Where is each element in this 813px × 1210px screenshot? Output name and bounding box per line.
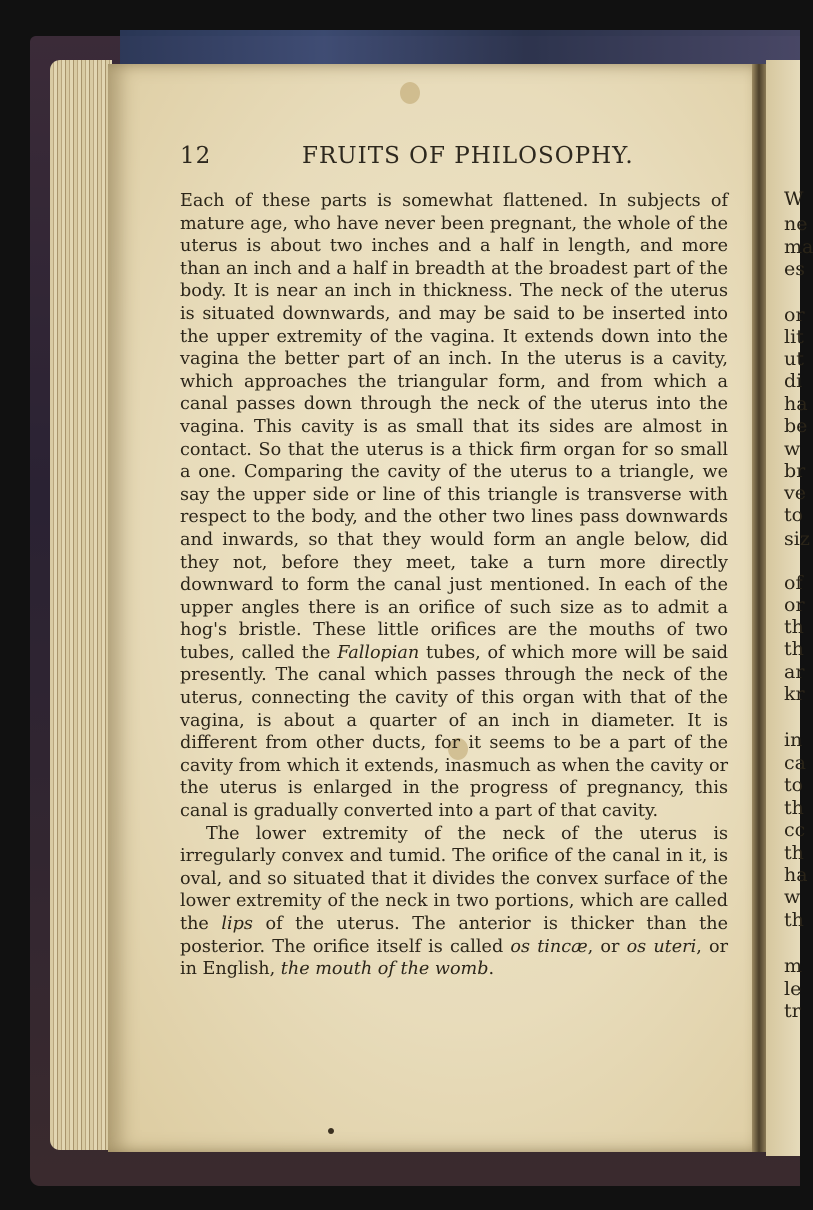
running-title: FRUITS OF PHILOSOPHY. [302, 143, 634, 169]
facing-page-fragment: es [784, 258, 805, 280]
facing-page-fragment: ve [784, 482, 806, 504]
facing-page-fragment: w [784, 886, 801, 908]
italic-term-fallopian: Fallopian [337, 642, 420, 663]
facing-page-fragment: or [784, 594, 805, 616]
facing-page-fragment: di [784, 370, 803, 392]
facing-page-fragment: th [784, 616, 804, 638]
book-gutter [752, 64, 766, 1152]
page-stain [400, 82, 420, 104]
facing-page-fragment: ha [784, 393, 808, 415]
text-run: , or [587, 936, 627, 957]
facing-page-fragment: in [784, 729, 803, 751]
facing-page-fragment: ca [784, 752, 806, 774]
facing-page-fragment: th [784, 638, 804, 660]
facing-page-fragment: th [784, 909, 804, 931]
facing-page-fragment: or [784, 304, 805, 326]
page-number: 12 [180, 143, 212, 169]
text-run: The lower extremity of the neck of the uterus is irregularly convex and tumid. The orifice of the canal in it, is oval, and so situated that it divides the convex surface of the lower extremity of the neck in two portions, which are called the [180, 823, 728, 934]
facing-page-fragment: be [784, 415, 808, 437]
text-run: tubes, of which more will be said presently. The canal which passes through the neck of the uterus, connecting the cavity of this organ with that of the vagina, is about a quarter of an inch in diameter. It is different from other ducts, for it seems to be a part of the cavity from which it extends, inasmuch as when the cavity or the uterus is enlarged in the progress of pregnancy, this canal is gradually converted into a part of that cavity. [180, 642, 728, 822]
facing-page-fragment: to [784, 504, 804, 526]
facing-page-fragment: ne [784, 213, 808, 235]
facing-page-fragment: le [784, 978, 802, 1000]
running-header [180, 143, 740, 173]
facing-page-fragment: ma [784, 236, 813, 258]
facing-page-fragment: cc [784, 819, 806, 841]
facing-page-fragment: siz [784, 528, 810, 550]
italic-term-os-tincae: os tincæ [510, 936, 588, 957]
facing-page-fragment: to [784, 774, 804, 796]
italic-term-mouth-of-womb: the mouth of the womb [280, 959, 489, 980]
facing-page-fragment: kr [784, 683, 805, 705]
facing-page-fragment: tr [784, 1000, 801, 1022]
italic-term-lips: lips [221, 914, 253, 934]
text-run: . [488, 959, 495, 980]
page-text [180, 190, 728, 981]
facing-page-fragment: W [784, 188, 804, 210]
text-run: , or in English, [180, 936, 728, 980]
facing-page-fragment: m [784, 955, 803, 977]
facing-page-fragment: ar [784, 661, 805, 683]
facing-page-fragment: ha [784, 864, 808, 886]
facing-page-fragment: of [784, 572, 803, 594]
page-edges [50, 60, 112, 1150]
paragraph-1 [180, 190, 728, 823]
text-run: of the uterus. The anterior is thicker than the posterior. The orifice itself is called [180, 914, 729, 957]
facing-page-fragment: lit [784, 326, 804, 348]
facing-page-fragment: th [784, 797, 804, 819]
facing-page-fragment: br [784, 460, 806, 482]
italic-term-os-uteri: os uteri [626, 936, 697, 957]
text-run: Each of these parts is somewhat flattened. In subjects of mature age, who have never been pregnant, the whole of the uterus is about two inches and a half in length, and more than an inch and a half in breadth at the broadest part of the body. It is near an inch in thickness. The neck of the uterus is situated downwards, and may be said to be inserted into the upper extremity of the vagina. It extends down into the vagina the better part of an inch. In the uterus is a cavity, which approaches the triangular form, and from which a canal passes down through the neck of the uterus into the vagina. This cavity is as small that its sides are almost in contact. So that the uterus is a thick firm organ for so small a one. Comparing the cavity of the uterus to a triangle, we say the upper side or line of this triangle is transverse with respect to the body, and the other two lines pass downwards and inwards, so that they would form an angle below, did they not, before they meet, take a turn more directly downward to form the canal just mentioned. In each of the upper angles there is an orifice of such size as to admit a hog's bristle. These little orifices are the mouths of two tubes, called the [180, 191, 728, 663]
paragraph-2 [180, 823, 728, 981]
facing-page-fragment: ut [784, 348, 804, 370]
facing-page-fragment: w [784, 438, 801, 460]
facing-page-fragment: th [784, 842, 804, 864]
facing-page [766, 60, 813, 1156]
ink-dot [328, 1128, 334, 1134]
